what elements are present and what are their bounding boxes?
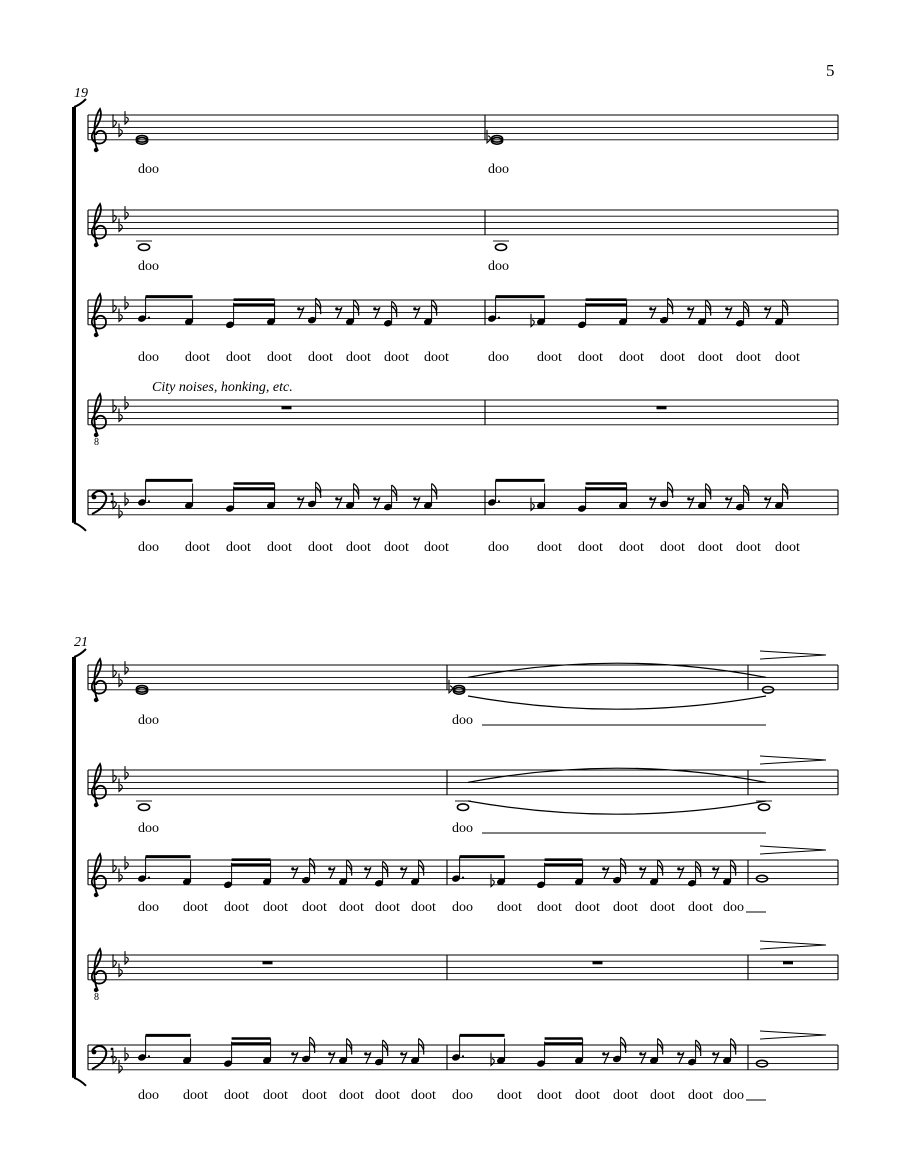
decrescendo-hairpin xyxy=(760,651,826,659)
lyric-syllable: doot xyxy=(578,350,603,365)
tie-arc xyxy=(468,696,766,709)
lyric-syllable: doot xyxy=(185,350,210,365)
lyric-syllable: doot xyxy=(537,540,562,555)
lyric-syllable: doot xyxy=(411,1088,436,1103)
lyric-syllable: doo xyxy=(138,162,159,177)
eighth-rest-dot xyxy=(373,497,376,500)
lyric-syllable: doot xyxy=(226,540,251,555)
lyric-syllable: doo xyxy=(452,1088,473,1103)
lyric-syllable: doot xyxy=(775,540,800,555)
treble-clef-icon xyxy=(92,394,106,437)
lyric-syllable: doot xyxy=(537,900,562,915)
flat-accidental xyxy=(113,859,116,872)
performance-annotation: City noises, honking, etc. xyxy=(152,380,293,395)
flat-accidental xyxy=(125,951,128,964)
lyric-syllable: doot xyxy=(619,350,644,365)
whole-rest xyxy=(282,406,292,409)
lyric-syllable: doot xyxy=(736,350,761,365)
lyric-syllable: doot xyxy=(267,350,292,365)
eighth-rest-dot xyxy=(291,1052,294,1055)
eighth-rest-dot xyxy=(677,867,680,870)
flat-accidental xyxy=(125,206,128,219)
flat-accidental xyxy=(113,299,116,312)
lyric-syllable: doot xyxy=(660,350,685,365)
eighth-rest-dot xyxy=(764,497,767,500)
lyric-syllable: doot xyxy=(302,900,327,915)
lyric-syllable: doot xyxy=(660,540,685,555)
whole-rest xyxy=(783,961,793,964)
flat-accidental xyxy=(125,111,128,124)
whole-rest xyxy=(263,961,273,964)
staff-voice-5 xyxy=(88,1031,838,1103)
system-bracket xyxy=(72,657,76,1078)
whole-note xyxy=(457,804,468,811)
lyric-syllable: doot xyxy=(578,540,603,555)
flat-accidental xyxy=(119,674,122,687)
staff-voice-4 xyxy=(88,394,838,448)
lyric-syllable: doo xyxy=(138,540,159,555)
eighth-rest-dot xyxy=(335,497,338,500)
lyric-syllable: doo xyxy=(452,900,473,915)
lyric-syllable: doot xyxy=(698,540,723,555)
decrescendo-hairpin xyxy=(760,846,826,854)
eighth-rest-dot xyxy=(687,497,690,500)
lyric-syllable: doot xyxy=(497,900,522,915)
eighth-rest-dot xyxy=(712,1052,715,1055)
lyric-syllable: doo xyxy=(138,713,159,728)
flat-accidental xyxy=(119,779,122,792)
eighth-rest-dot xyxy=(602,1052,605,1055)
lyric-syllable: doot xyxy=(619,540,644,555)
lyric-syllable: doot xyxy=(183,1088,208,1103)
eighth-rest-dot xyxy=(297,497,300,500)
lyric-syllable: doo xyxy=(138,900,159,915)
eighth-rest-dot xyxy=(712,867,715,870)
flat-accidental xyxy=(119,964,122,977)
whole-note xyxy=(758,804,769,811)
lyric-syllable: doot xyxy=(775,350,800,365)
measure-number: 19 xyxy=(74,86,88,101)
flat-accidental xyxy=(113,954,116,967)
system-2 xyxy=(72,635,838,1103)
page-number: 5 xyxy=(826,61,835,80)
lyric-syllable: doot xyxy=(308,350,333,365)
flat-accidental xyxy=(113,1050,116,1063)
lyric-syllable: doot xyxy=(384,540,409,555)
lyric-syllable: doot xyxy=(613,900,638,915)
bracket-hook xyxy=(74,1078,86,1086)
lyric-syllable: doot xyxy=(575,900,600,915)
lyric-syllable: doot xyxy=(267,540,292,555)
lyric-syllable: doot xyxy=(339,900,364,915)
flat-accidental xyxy=(113,399,116,412)
lyric-syllable: doo xyxy=(138,350,159,365)
flat-accidental xyxy=(125,1047,128,1060)
lyric-syllable: doot xyxy=(226,350,251,365)
staff-voice-2 xyxy=(88,204,838,274)
flat-accidental xyxy=(119,219,122,232)
treble-clef-icon xyxy=(92,854,106,897)
lyric-syllable: doot xyxy=(302,1088,327,1103)
lyric-syllable: doo xyxy=(138,821,159,836)
system-1 xyxy=(72,86,838,555)
eighth-rest-dot xyxy=(602,867,605,870)
whole-note xyxy=(138,244,149,251)
augmentation-dot xyxy=(148,877,150,879)
staff-voice-3 xyxy=(88,294,838,365)
lyric-syllable: doot xyxy=(346,540,371,555)
eighth-rest-dot xyxy=(400,1052,403,1055)
treble-clef-icon xyxy=(92,294,106,337)
octave-marker: 8 xyxy=(94,992,99,1003)
flat-accidental xyxy=(113,769,116,782)
augmentation-dot xyxy=(498,317,500,319)
augmentation-dot xyxy=(148,317,150,319)
eighth-rest-dot xyxy=(291,867,294,870)
eighth-rest-dot xyxy=(328,1052,331,1055)
eighth-rest-dot xyxy=(364,1052,367,1055)
eighth-rest-dot xyxy=(335,307,338,310)
lyric-syllable: doot xyxy=(650,1088,675,1103)
flat-accidental xyxy=(119,124,122,137)
lyric-syllable: doot xyxy=(224,1088,249,1103)
eighth-rest-dot xyxy=(649,307,652,310)
lyric-syllable: doot xyxy=(613,1088,638,1103)
eighth-rest-dot xyxy=(725,497,728,500)
eighth-rest-dot xyxy=(413,497,416,500)
augmentation-dot xyxy=(148,1055,150,1057)
augmentation-dot xyxy=(462,1055,464,1057)
lyric-syllable: doot xyxy=(384,350,409,365)
lyric-syllable: doot xyxy=(183,900,208,915)
octave-marker: 8 xyxy=(94,437,99,448)
lyric-syllable: doo xyxy=(488,162,509,177)
flat-accidental xyxy=(119,869,122,882)
system-bracket xyxy=(72,107,76,523)
eighth-rest-dot xyxy=(677,1052,680,1055)
whole-rest xyxy=(657,406,667,409)
lyric-syllable: doo xyxy=(138,259,159,274)
tie-arc xyxy=(468,801,766,814)
treble-clef-icon xyxy=(92,204,106,247)
whole-rest xyxy=(593,961,603,964)
lyric-syllable: doot xyxy=(263,1088,288,1103)
staff-voice-5 xyxy=(88,480,838,555)
staff-voice-1 xyxy=(88,651,838,728)
lyric-syllable: doot xyxy=(736,540,761,555)
lyric-syllable: doot xyxy=(575,1088,600,1103)
treble-clef-icon xyxy=(92,949,106,992)
whole-note xyxy=(495,244,506,251)
flat-accidental xyxy=(125,296,128,309)
staff-voice-2 xyxy=(88,756,838,836)
treble-clef-icon xyxy=(92,659,106,702)
lyric-syllable: doo xyxy=(452,713,473,728)
lyric-syllable: doot xyxy=(537,350,562,365)
eighth-rest-dot xyxy=(725,307,728,310)
augmentation-dot xyxy=(462,877,464,879)
whole-note xyxy=(138,804,149,811)
bracket-hook xyxy=(74,523,86,531)
eighth-rest-dot xyxy=(649,497,652,500)
lyric-syllable: doot xyxy=(424,540,449,555)
decrescendo-hairpin xyxy=(760,941,826,949)
lyric-syllable: doot xyxy=(375,1088,400,1103)
decrescendo-hairpin xyxy=(760,756,826,764)
lyric-syllable: doot xyxy=(650,900,675,915)
flat-accidental xyxy=(487,130,490,143)
eighth-rest-dot xyxy=(297,307,300,310)
eighth-rest-dot xyxy=(364,867,367,870)
flat-accidental xyxy=(449,680,452,693)
eighth-rest-dot xyxy=(687,307,690,310)
treble-clef-icon xyxy=(92,764,106,807)
lyric-syllable: doot xyxy=(308,540,333,555)
lyric-syllable: doot xyxy=(688,900,713,915)
flat-accidental xyxy=(119,409,122,422)
eighth-rest-dot xyxy=(328,867,331,870)
lyric-syllable: doot xyxy=(411,900,436,915)
flat-accidental xyxy=(125,856,128,869)
staff-voice-3 xyxy=(88,846,838,915)
lyric-syllable: doot xyxy=(346,350,371,365)
lyric-syllable: doo xyxy=(488,540,509,555)
lyric-syllable: doot xyxy=(537,1088,562,1103)
flat-accidental xyxy=(125,396,128,409)
lyric-syllable: doot xyxy=(375,900,400,915)
flat-accidental xyxy=(119,309,122,322)
staff-voice-1 xyxy=(88,109,838,177)
lyric-syllable: doot xyxy=(497,1088,522,1103)
lyric-syllable: doo xyxy=(723,900,744,915)
flat-accidental xyxy=(125,492,128,505)
lyric-syllable: doot xyxy=(339,1088,364,1103)
lyric-syllable: doo xyxy=(723,1088,744,1103)
lyric-syllable: doo xyxy=(138,1088,159,1103)
eighth-rest-dot xyxy=(639,867,642,870)
eighth-rest-dot xyxy=(373,307,376,310)
flat-accidental xyxy=(113,495,116,508)
lyric-syllable: doot xyxy=(698,350,723,365)
eighth-rest-dot xyxy=(764,307,767,310)
flat-accidental xyxy=(119,1060,122,1073)
augmentation-dot xyxy=(498,500,500,502)
eighth-rest-dot xyxy=(400,867,403,870)
eighth-rest-dot xyxy=(413,307,416,310)
flat-accidental xyxy=(113,209,116,222)
lyric-syllable: doot xyxy=(185,540,210,555)
flat-accidental xyxy=(119,505,122,518)
lyric-syllable: doo xyxy=(488,259,509,274)
lyric-syllable: doot xyxy=(688,1088,713,1103)
flat-accidental xyxy=(125,766,128,779)
eighth-rest-dot xyxy=(639,1052,642,1055)
measure-number: 21 xyxy=(74,635,88,650)
lyric-syllable: doo xyxy=(452,821,473,836)
lyric-syllable: doot xyxy=(263,900,288,915)
flat-accidental xyxy=(113,664,116,677)
lyric-syllable: doot xyxy=(224,900,249,915)
lyric-syllable: doot xyxy=(424,350,449,365)
flat-accidental xyxy=(113,114,116,127)
augmentation-dot xyxy=(148,500,150,502)
bracket-hook xyxy=(74,649,86,657)
treble-clef-icon xyxy=(92,109,106,152)
lyric-syllable: doo xyxy=(488,350,509,365)
decrescendo-hairpin xyxy=(760,1031,826,1039)
staff-voice-4 xyxy=(88,941,838,1003)
flat-accidental xyxy=(125,661,128,674)
